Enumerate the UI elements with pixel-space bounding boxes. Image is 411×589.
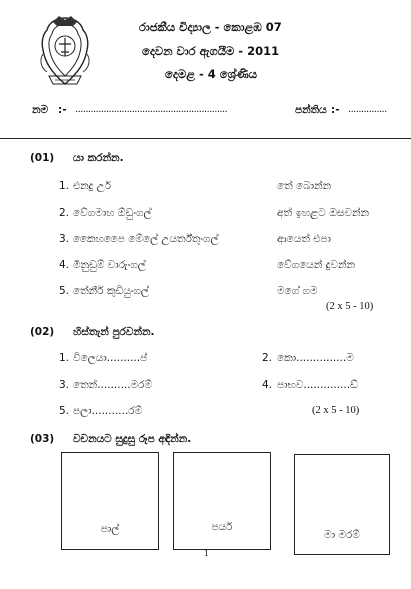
q1-item-left: මීනුඩුම් වාරුංගල් <box>73 259 146 271</box>
class-colon: :- <box>331 104 340 116</box>
drawing-box[interactable] <box>173 452 271 550</box>
q1-item-number: 5. <box>59 285 70 297</box>
q1-item-right: මගේ ගම <box>277 285 318 297</box>
q2-item-text[interactable]: කො...............ම <box>277 352 354 364</box>
q2-item-text[interactable]: පලා...........රම් <box>73 405 143 417</box>
name-blank[interactable]: ........................................................... <box>75 104 228 115</box>
school-crest-logo <box>35 14 95 90</box>
q1-item-number: 1. <box>59 180 70 192</box>
q1-item-right: අත් ඉහළට ඔසවන්න <box>277 207 369 219</box>
q2-marks: (2 x 5 - 10) <box>312 405 360 416</box>
q2-item-number: 1. <box>59 352 70 364</box>
q1-item-left: එනදු උ‍ර් <box>73 180 111 192</box>
q2-item-text[interactable]: පාභව..............ඩ් <box>277 379 358 391</box>
q1-item-number: 3. <box>59 233 70 245</box>
drawing-box-label: පයර් <box>211 521 233 533</box>
q1-item-right: තේ බොන්න <box>277 180 332 192</box>
school-name: රාජකීය විද්‍යාල - කොළඹ 07 <box>139 20 282 34</box>
drawing-box-label: මා මරම් <box>324 529 360 541</box>
q1-item-left: කෛහපෛ මේලේ උයර්ත්තුංගල් <box>73 233 219 245</box>
q3-title: වචනයට සුදුසු රූප අඳින්න. <box>73 433 192 445</box>
drawing-box-label: පාල් <box>100 523 120 535</box>
q2-item-number: 5. <box>59 405 70 417</box>
q3-number: (03) <box>30 433 55 445</box>
q1-title: යා කරන්න. <box>73 152 124 164</box>
name-colon: :- <box>58 104 67 116</box>
q1-item-left: තේනීර් කුඩියුංගල් <box>73 285 149 297</box>
q2-item-text[interactable]: තෙන්..........මරම් <box>73 379 153 391</box>
q1-number: (01) <box>30 152 55 164</box>
drawing-box[interactable] <box>61 452 159 550</box>
page-number: 1 <box>204 548 209 558</box>
q1-item-number: 4. <box>59 259 70 271</box>
exam-title: දෙවන වාර ඇගයීම - 2011 <box>142 44 280 58</box>
q1-item-right: ආයෙත් එපා <box>277 233 331 245</box>
q2-title: හිස්තැන් පුරවන්න. <box>73 326 155 338</box>
q2-item-number: 2. <box>262 352 273 364</box>
class-blank[interactable]: ............... <box>348 104 387 115</box>
drawing-box[interactable] <box>294 454 390 555</box>
q1-item-right: වේගයෙන් දුවන්න <box>277 259 356 271</box>
q1-marks: (2 x 5 - 10) <box>326 301 374 312</box>
q1-item-left: වේගමාහ ඕඩුංගල් <box>73 207 152 219</box>
q2-item-number: 3. <box>59 379 70 391</box>
q2-item-number: 4. <box>262 379 273 391</box>
subject-grade: දෙමළ - 4 ශ්‍රේණිය <box>165 67 258 81</box>
class-label: පන්තිය <box>295 104 327 116</box>
header-divider <box>0 138 411 139</box>
q2-item-text[interactable]: විලෙයා..........ප් <box>73 352 148 364</box>
name-label: නම <box>32 104 49 116</box>
q1-item-number: 2. <box>59 207 70 219</box>
q2-number: (02) <box>30 326 55 338</box>
